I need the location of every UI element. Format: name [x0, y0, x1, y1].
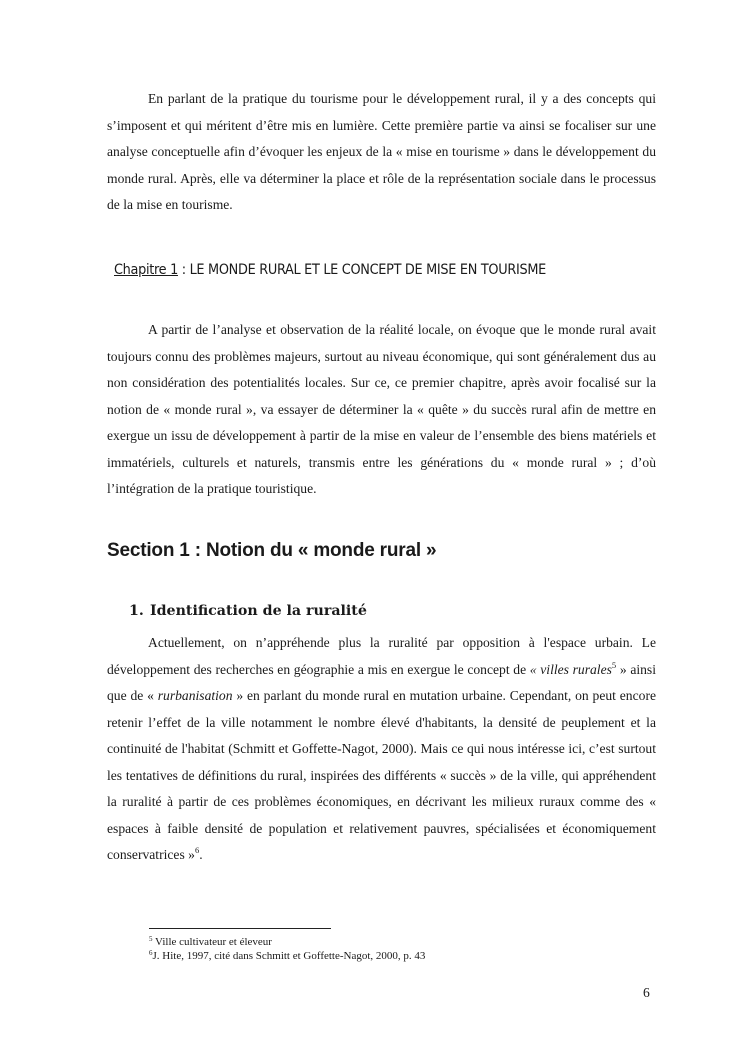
subsection-title: Identification de la ruralité	[150, 603, 367, 619]
chapter-paragraph-text: A partir de l’analyse et observation de la réalité locale, on évoque que le monde rural avait toujours connu des problèmes majeurs, surtout au niveau économique, qui sont généralement dus au non considération des potentialités locales. Sur ce, ce premier chapitre, après avoir focalisé sur la notion de « monde rural », va essayer de déterminer la « quête » du succès rural afin de mettre en exergue un issu de développement à partir de la mise en valeur de l’ensemble des biens matériels et immatériels, culturels et naturels, transmis entre les générations du « monde rural » ; d’où l’intégration de la pratique touristique.	[107, 322, 656, 496]
footnote-mark: 5	[149, 935, 153, 943]
chapter-heading	[114, 262, 674, 278]
body-italic-rurbanisation: rurbanisation	[157, 688, 233, 703]
footnote-text: J. Hite, 1997, cité dans Schmitt et Goffette-Nagot, 2000, p. 43	[152, 950, 426, 962]
subsection-number: 1.	[129, 603, 144, 619]
footnote-5	[149, 935, 272, 949]
chapter-label: Chapitre 1	[114, 262, 178, 278]
body-text-4: .	[199, 847, 203, 862]
footnote-ref-5: 5	[611, 659, 617, 670]
footnote-mark: 6	[149, 949, 153, 957]
intro-paragraph	[107, 86, 656, 219]
chapter-title: : LE MONDE RURAL ET LE CONCEPT DE MISE EN TOURISME	[177, 262, 546, 278]
page-number: 6	[643, 985, 650, 1000]
footnote-6	[149, 949, 425, 963]
body-text-1: Actuellement, on n’appréhende plus la ruralité par opposition à l'espace urbain. Le développement des recherches en géographie a mis en exergue le concept de	[107, 635, 656, 677]
intro-paragraph-text: En parlant de la pratique du tourisme pour le développement rural, il y a des concepts qui s’imposent et qui méritent d’être mis en lumière. Cette première partie va ainsi se focaliser sur une analyse conceptuelle afin d’évoquer les enjeux de la « mise en tourisme » dans le développement du monde rural. Après, elle va déterminer la place et rôle de la représentation sociale dans le processus de la mise en tourisme.	[107, 91, 656, 212]
body-italic-villes-rurales: « villes rurales	[529, 661, 612, 677]
chapter-paragraph	[107, 317, 656, 503]
footnote-separator	[149, 928, 331, 929]
body-text-3: » en parlant du monde rural en mutation urbaine. Cependant, on peut encore retenir l’effet de la ville notamment le nombre élevé d'habitants, la densité de peuplement et la continuité de l'habitat (Schmitt et Goffette-Nagot, 2000). Mais ce qui nous intéresse ici, c’est surtout les tentatives de définitions du rural, inspirées des différents « succès » de la ville, qui appréhendent la ruralité à partir de ces problèmes économiques, en décrivant les milieux ruraux comme des « espaces à faible densité de population et relativement pauvres, spécialisées et économiquement conservatrices »	[107, 688, 656, 862]
footnote-ref-6: 6	[194, 845, 200, 855]
body-paragraph	[107, 630, 656, 869]
section-heading: Section 1 : Notion du « monde rural »	[107, 540, 437, 561]
footnote-text: Ville cultivateur et éleveur	[152, 936, 272, 948]
subsection-heading	[129, 603, 367, 619]
body-text-2: » ainsi que de «	[107, 661, 656, 703]
